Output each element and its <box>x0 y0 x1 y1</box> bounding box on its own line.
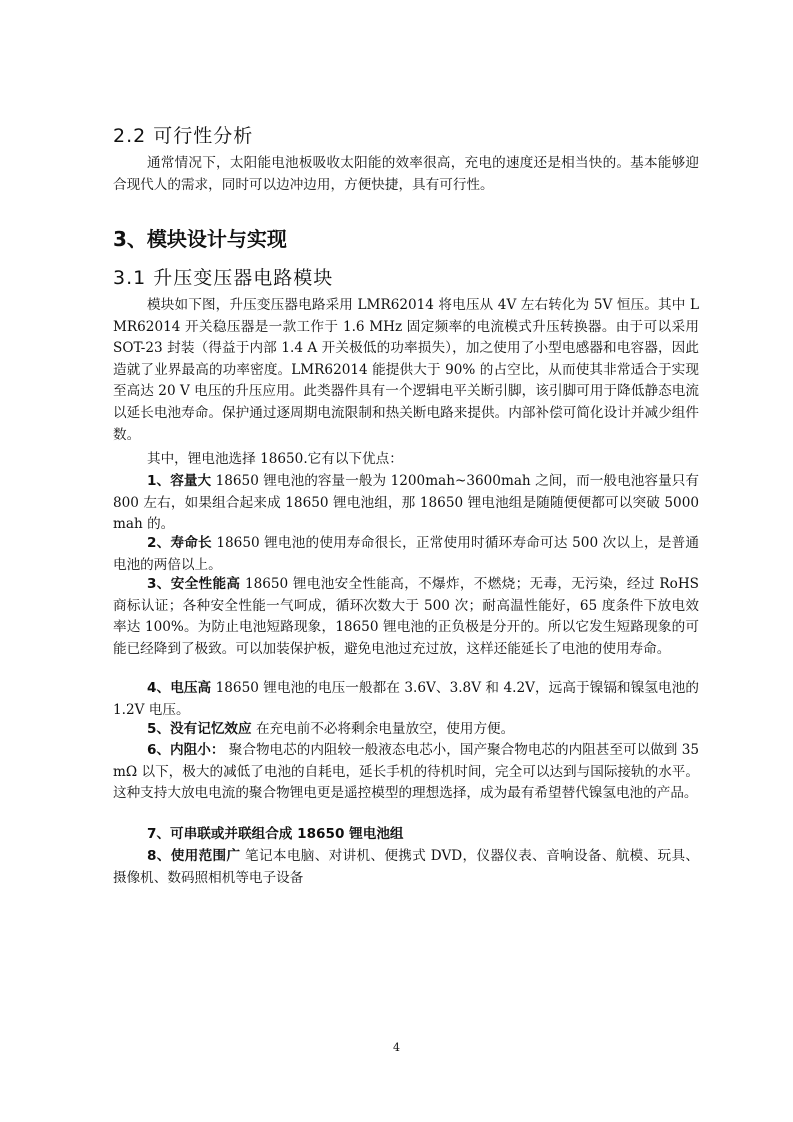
advantage-item-8 <box>113 846 699 889</box>
advantage-item-2 <box>113 533 699 576</box>
section-3-1-heading: 3.1 升压变压器电路模块 <box>113 267 334 289</box>
advantage-text: 18650 锂电池安全性能高，不爆炸，不燃烧；无毒，无污染，经过 RoHS 商标认证；各种安全性能一气呵成，循环次数大于 500 次；耐高温性能好，65 度条件下放电效率达 100%。为防止电池短路现象，18650 锂电池的正负极是分开的。所以它发生短路现象的可能已经降到了极致。可以加装保护板，避免电池过充过放，这样还能延长了电池的使用寿命。 <box>113 576 699 657</box>
advantage-text: 在充电前不必将剩余电量放空，使用方便。 <box>251 721 515 737</box>
advantage-text: 18650 锂电池的使用寿命很长，正常使用时循环寿命可达 500 次以上，是普通电池的两倍以上。 <box>113 535 699 573</box>
section-2-2-paragraph: 通常情况下，太阳能电池板吸收太阳能的效率很高，充电的速度还是相当快的。基本能够迎合现代人的需求，同时可以边冲边用，方便快捷，具有可行性。 <box>113 155 699 193</box>
advantage-item-1 <box>113 471 699 536</box>
advantage-item-4 <box>113 678 699 721</box>
advantage-label: 1、容量大 <box>147 473 212 489</box>
advantage-text: 聚合物电芯的内阻较一般液态电芯小，国产聚合物电芯的内阻甚至可以做到 35mΩ 以下，极大的减低了电池的自耗电，延长手机的待机时间，完全可以达到与国际接轨的水平。这种支持大放电电流的聚合物锂电更是遥控模型的理想选择，成为最有希望替代镍氢电池的产品。 <box>113 742 699 802</box>
advantage-item-3 <box>113 574 699 660</box>
advantage-label: 4、电压高 <box>147 680 212 696</box>
advantage-item-5 <box>113 719 699 741</box>
advantage-label: 5、没有记忆效应 <box>147 721 252 737</box>
advantage-item-6 <box>113 740 699 805</box>
advantage-text: 18650 锂电池的容量一般为 1200mah~3600mah 之间，而一般电池容量只有 800 左右，如果组合起来成 18650 锂电池组，那 18650 锂电池组是随随便便都可以突破 5000mah 的。 <box>113 473 699 533</box>
advantage-label: 6、内阻小： <box>147 742 225 758</box>
advantage-item-7 <box>113 824 699 846</box>
section-3-1-paragraph-1: 模块如下图，升压变压器电路采用 LMR62014 将电压从 4V 左右转化为 5V 恒压。其中 LMR62014 开关稳压器是一款工作于 1.6 MHz 固定频率的电流模式升压转换器。由于可以采用 SOT-23 封装（得益于内部 1.4 A 开关极低的功率损失），加之使用了小型电感器和电容器，因此造就了业界最高的功率密度。LMR62014 能提供大于 90% 的占空比，从而使其非常适合于实现至高达 20 V 电压的升压应用。此类器件具有一个逻辑电平关断引脚，该引脚可用于降低静态电流以延长电池寿命。保护通过逐周期电流限制和热关断电路来提供。内部补偿可简化设计并减少组件数。 <box>113 297 699 443</box>
advantage-text: 18650 锂电池的电压一般都在 3.6V、3.8V 和 4.2V，远高于镍镉和镍氢电池的 1.2V 电压。 <box>113 680 699 718</box>
section-3-heading: 3、模块设计与实现 <box>113 227 287 251</box>
advantage-label: 3、安全性能高 <box>147 576 241 592</box>
advantage-label: 7、可串联或并联组合成 18650 锂电池组 <box>147 826 404 842</box>
advantage-label: 2、寿命长 <box>147 535 212 551</box>
page-number: 4 <box>393 1041 400 1054</box>
advantage-label: 8、使用范围广 <box>147 848 241 864</box>
section-2-2-heading: 2.2 可行性分析 <box>113 125 254 147</box>
advantage-text: 笔记本电脑、对讲机、便携式 DVD，仪器仪表、音响设备、航模、玩具、摄像机、数码照相机等电子设备 <box>113 848 700 886</box>
section-3-1-paragraph-2: 其中，锂电池选择 18650.它有以下优点： <box>147 451 403 467</box>
